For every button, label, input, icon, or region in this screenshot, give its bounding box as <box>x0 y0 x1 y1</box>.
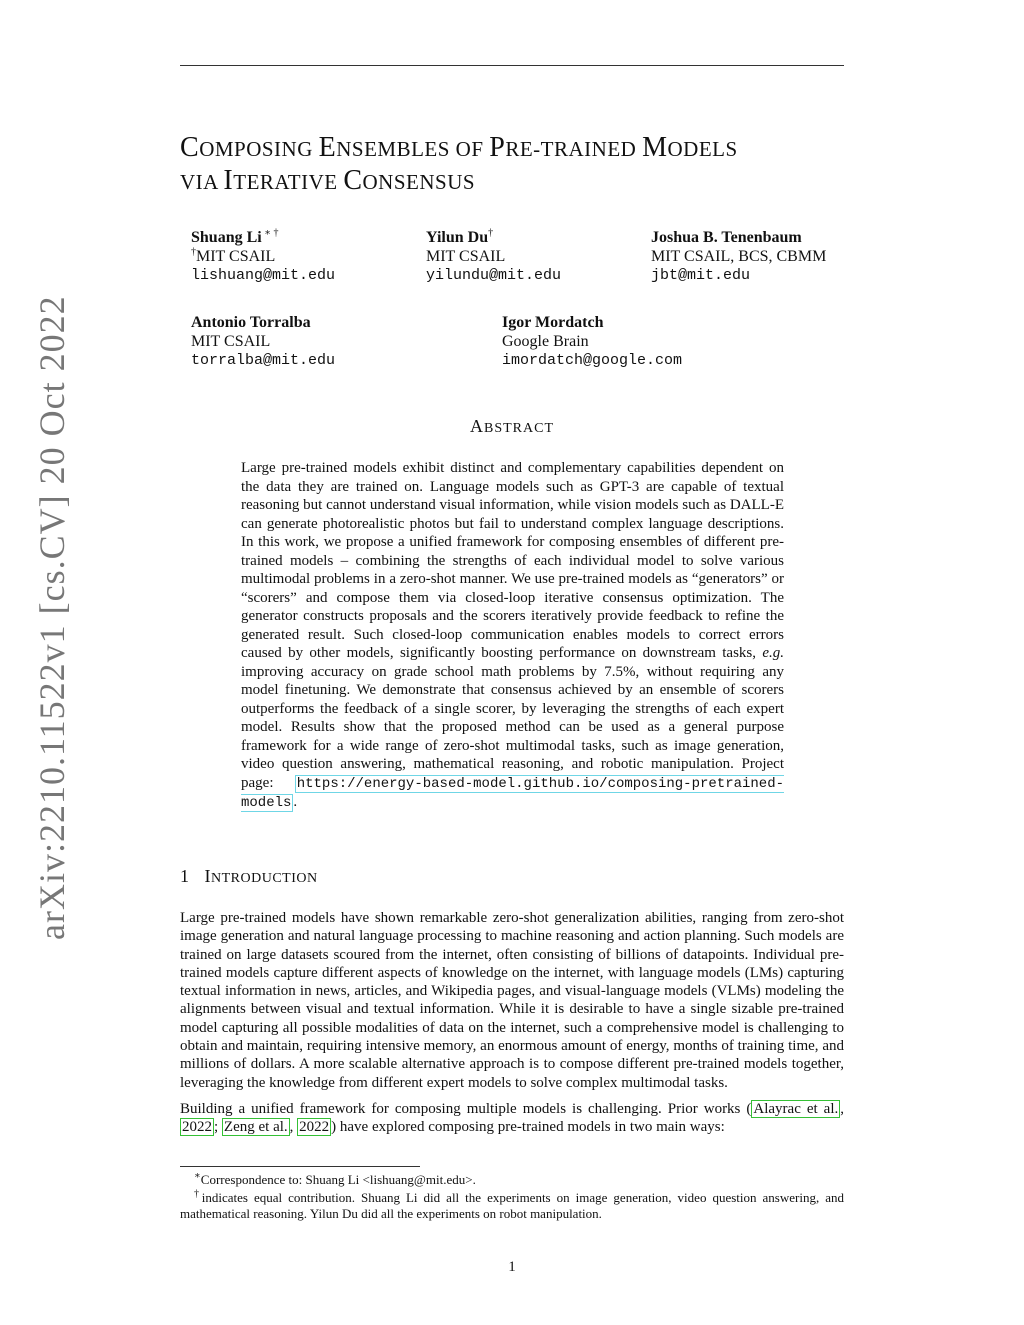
author-igor-mordatch <box>502 313 682 370</box>
footnote-rule <box>180 1166 420 1167</box>
author-affiliation: Google Brain <box>502 333 589 350</box>
intro-paragraph-2: Building a unified framework for composing multiple models is challenging. Prior works ( Alayrac et al. , 2022 ; Zeng et al. , 2022 ) have explored composing pre-trained models in two main ways: <box>180 1100 844 1136</box>
citation-zeng-year[interactable]: 2022 <box>299 1119 330 1136</box>
author-yilun-du: Yilun Du† MIT CSAIL yilundu@mit.edu <box>426 227 562 284</box>
author-affiliation: MIT CSAIL <box>426 248 506 265</box>
author-email[interactable]: lishuang@mit.edu <box>191 267 336 284</box>
author-name: Antonio Torralba <box>191 314 311 331</box>
author-email[interactable]: jbt@mit.edu <box>651 267 751 284</box>
citation-alayrac[interactable]: Alayrac et al. <box>753 1100 839 1117</box>
section-heading-introduction: 1 INTRODUCTION <box>180 866 318 886</box>
abstract-heading: ABSTRACT <box>469 416 554 436</box>
author-name: Joshua B. Tenenbaum <box>651 229 802 246</box>
author-email[interactable]: yilundu@mit.edu <box>426 267 562 284</box>
author-name: Yilun Du <box>426 229 489 246</box>
author-affiliation: MIT CSAIL <box>191 333 271 350</box>
author-email[interactable]: torralba@mit.edu <box>191 352 336 369</box>
author-email[interactable]: imordatch@google.com <box>502 352 683 369</box>
author-name: Igor Mordatch <box>502 314 604 331</box>
author-affiliation: MIT CSAIL <box>196 248 276 265</box>
top-rule <box>180 65 844 66</box>
title-line-2: VIA ITERATIVE CONSENSUS <box>180 165 476 196</box>
introduction-body <box>180 909 844 1145</box>
abstract-body: Large pre-trained models exhibit distinct and complementary capabilities dependent on the data they are trained on. Language models such as GPT-3 are capable of textual reasoning but cannot understand visual information, while vision models such as DALL-E can generate photorealistic photos but fail to understand complex language descriptions. In this work, we propose a unified framework for composing ensembles of different pre-trained models – combining the strengths of each individual model to solve various multimodal problems in a zero-shot manner. We use pre-trained models as “generators” or “scorers” and compose them via closed-loop iterative consensus optimization. The generator constructs proposals and the scorers iteratively provide feedback to refine the generated result. Such closed-loop communication enables models to correct errors caused by other models, significantly boosting performance on downstream tasks, e.g. improving accuracy on grade school math problems by 7.5%, without requiring any model finetuning. We demonstrate that consensus achieved by an ensemble of scorers outperforms the feedback of a single scorer, by leveraging the strengths of each expert model. Results show that the proposed method can be used as a general purpose framework for a wide range of zero-shot multimodal tasks, such as image generation, video question answering, mathematical reasoning, and robotic manipulation. Project page: https://energy-based-model.github.io/composing-pretrained-models . <box>241 460 784 811</box>
title-line-1: COMPOSING ENSEMBLES OF PRE-TRAINED MODELS <box>180 132 738 163</box>
paper-title <box>180 132 880 198</box>
author-affiliation: MIT CSAIL, BCS, CBMM <box>651 248 827 265</box>
arxiv-stamp: arXiv:2210.11522v1 [cs.CV] 20 Oct 2022 <box>32 295 72 940</box>
footnote-1: ∗Correspondence to: Shuang Li <lishuang@mit.edu>. <box>194 1170 476 1187</box>
footnote-2: †indicates equal contribution. Shuang Li did all the experiments on image generation, video question answering, and mathematical reasoning. Yilun Du did all the experiments on robot manipulation. <box>180 1188 844 1221</box>
intro-paragraph-1: Large pre-trained models have shown remarkable zero-shot generalization abilities, ranging from zero-shot image generation and natural language processing to machine reasoning and action planning. Such models are trained on large datasets scoured from the internet, often consisting of billions of datapoints. Individual pre-trained models capture different aspects of knowledge on the internet, with language models (LMs) capturing textual information in news, articles, and Wikipedia pages, and visual-language models (VLMs) modeling the alignments between visual and textual information. While it is desirable to have a single sizable pre-trained model capturing all possible modalities of data on the internet, such a comprehensive model is challenging to obtain and maintain, requiring intensive memory, an enormous amount of energy, months of training time, and millions of dollars. A more scalable alternative approach is to compose different pre-trained models together, leveraging the knowledge from different expert models to solve complex multimodal tasks. <box>180 910 844 1091</box>
citation-alayrac-year[interactable]: 2022 <box>182 1119 212 1136</box>
project-page-link[interactable]: https://energy-based-model.github.io/composing-pretrained-models <box>241 775 784 811</box>
page-number: 1 <box>508 1259 516 1275</box>
author-shuang-li: Shuang Li ∗ † †MIT CSAIL lishuang@mit.edu <box>191 227 336 284</box>
author-name: Shuang Li <box>191 229 262 246</box>
author-antonio-torralba <box>191 313 335 370</box>
citation-zeng[interactable]: Zeng et al. <box>223 1119 288 1136</box>
author-joshua-tenenbaum <box>651 228 826 285</box>
